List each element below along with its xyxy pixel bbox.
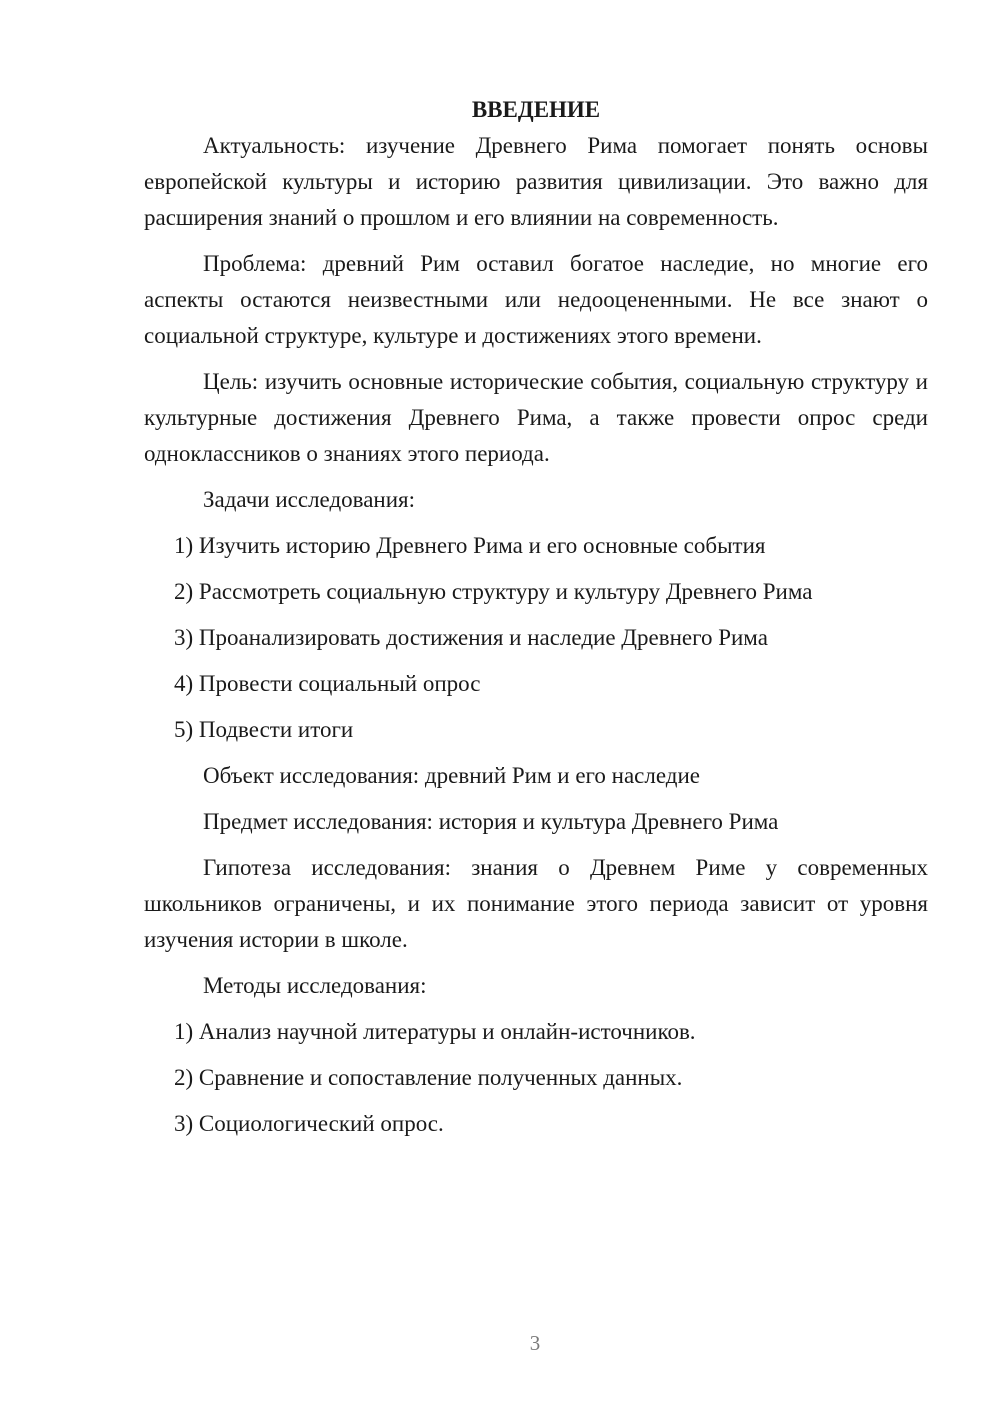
task-item: 2) Рассмотреть социальную структуру и культуру Древнего Рима [174,579,813,604]
task-item: 1) Изучить историю Древнего Рима и его основные события [174,533,766,558]
page-number: 3 [529,1331,541,1355]
research-object: Объект исследования: древний Рим и его наследие [203,763,700,788]
goal-paragraph: Цель: изучить основные исторические события, социальную структуру и культурные достижения Древнего Рима, а также провести опрос среди одноклассников о знаниях этого периода. [144,369,928,466]
methods-heading: Методы исследования: [203,973,427,998]
page-content [144,92,928,1152]
task-item: 4) Провести социальный опрос [174,671,481,696]
hypothesis-paragraph: Гипотеза исследования: знания о Древнем Риме у современных школьников ограничены, и их понимание этого периода зависит от уровня изучения истории в школе. [144,855,928,952]
page-title: ВВЕДЕНИЕ [471,97,601,122]
method-item: 1) Анализ научной литературы и онлайн-источников. [174,1019,696,1044]
task-item: 5) Подвести итоги [174,717,354,742]
method-item: 3) Социологический опрос. [174,1111,444,1136]
tasks-heading: Задачи исследования: [203,487,416,512]
method-item: 2) Сравнение и сопоставление полученных данных. [174,1065,683,1090]
research-subject: Предмет исследования: история и культура Древнего Рима [203,809,779,834]
task-item: 3) Проанализировать достижения и наследие Древнего Рима [174,625,768,650]
problem-paragraph: Проблема: древний Рим оставил богатое наследие, но многие его аспекты остаются неизвестными или недооцененными. Не все знают о социальной структуре, культуре и достижениях этого времени. [144,251,928,348]
relevance-paragraph: Актуальность: изучение Древнего Рима помогает понять основы европейской культуры и историю развития цивилизации. Это важно для расширения знаний о прошлом и его влиянии на современность. [144,133,928,230]
